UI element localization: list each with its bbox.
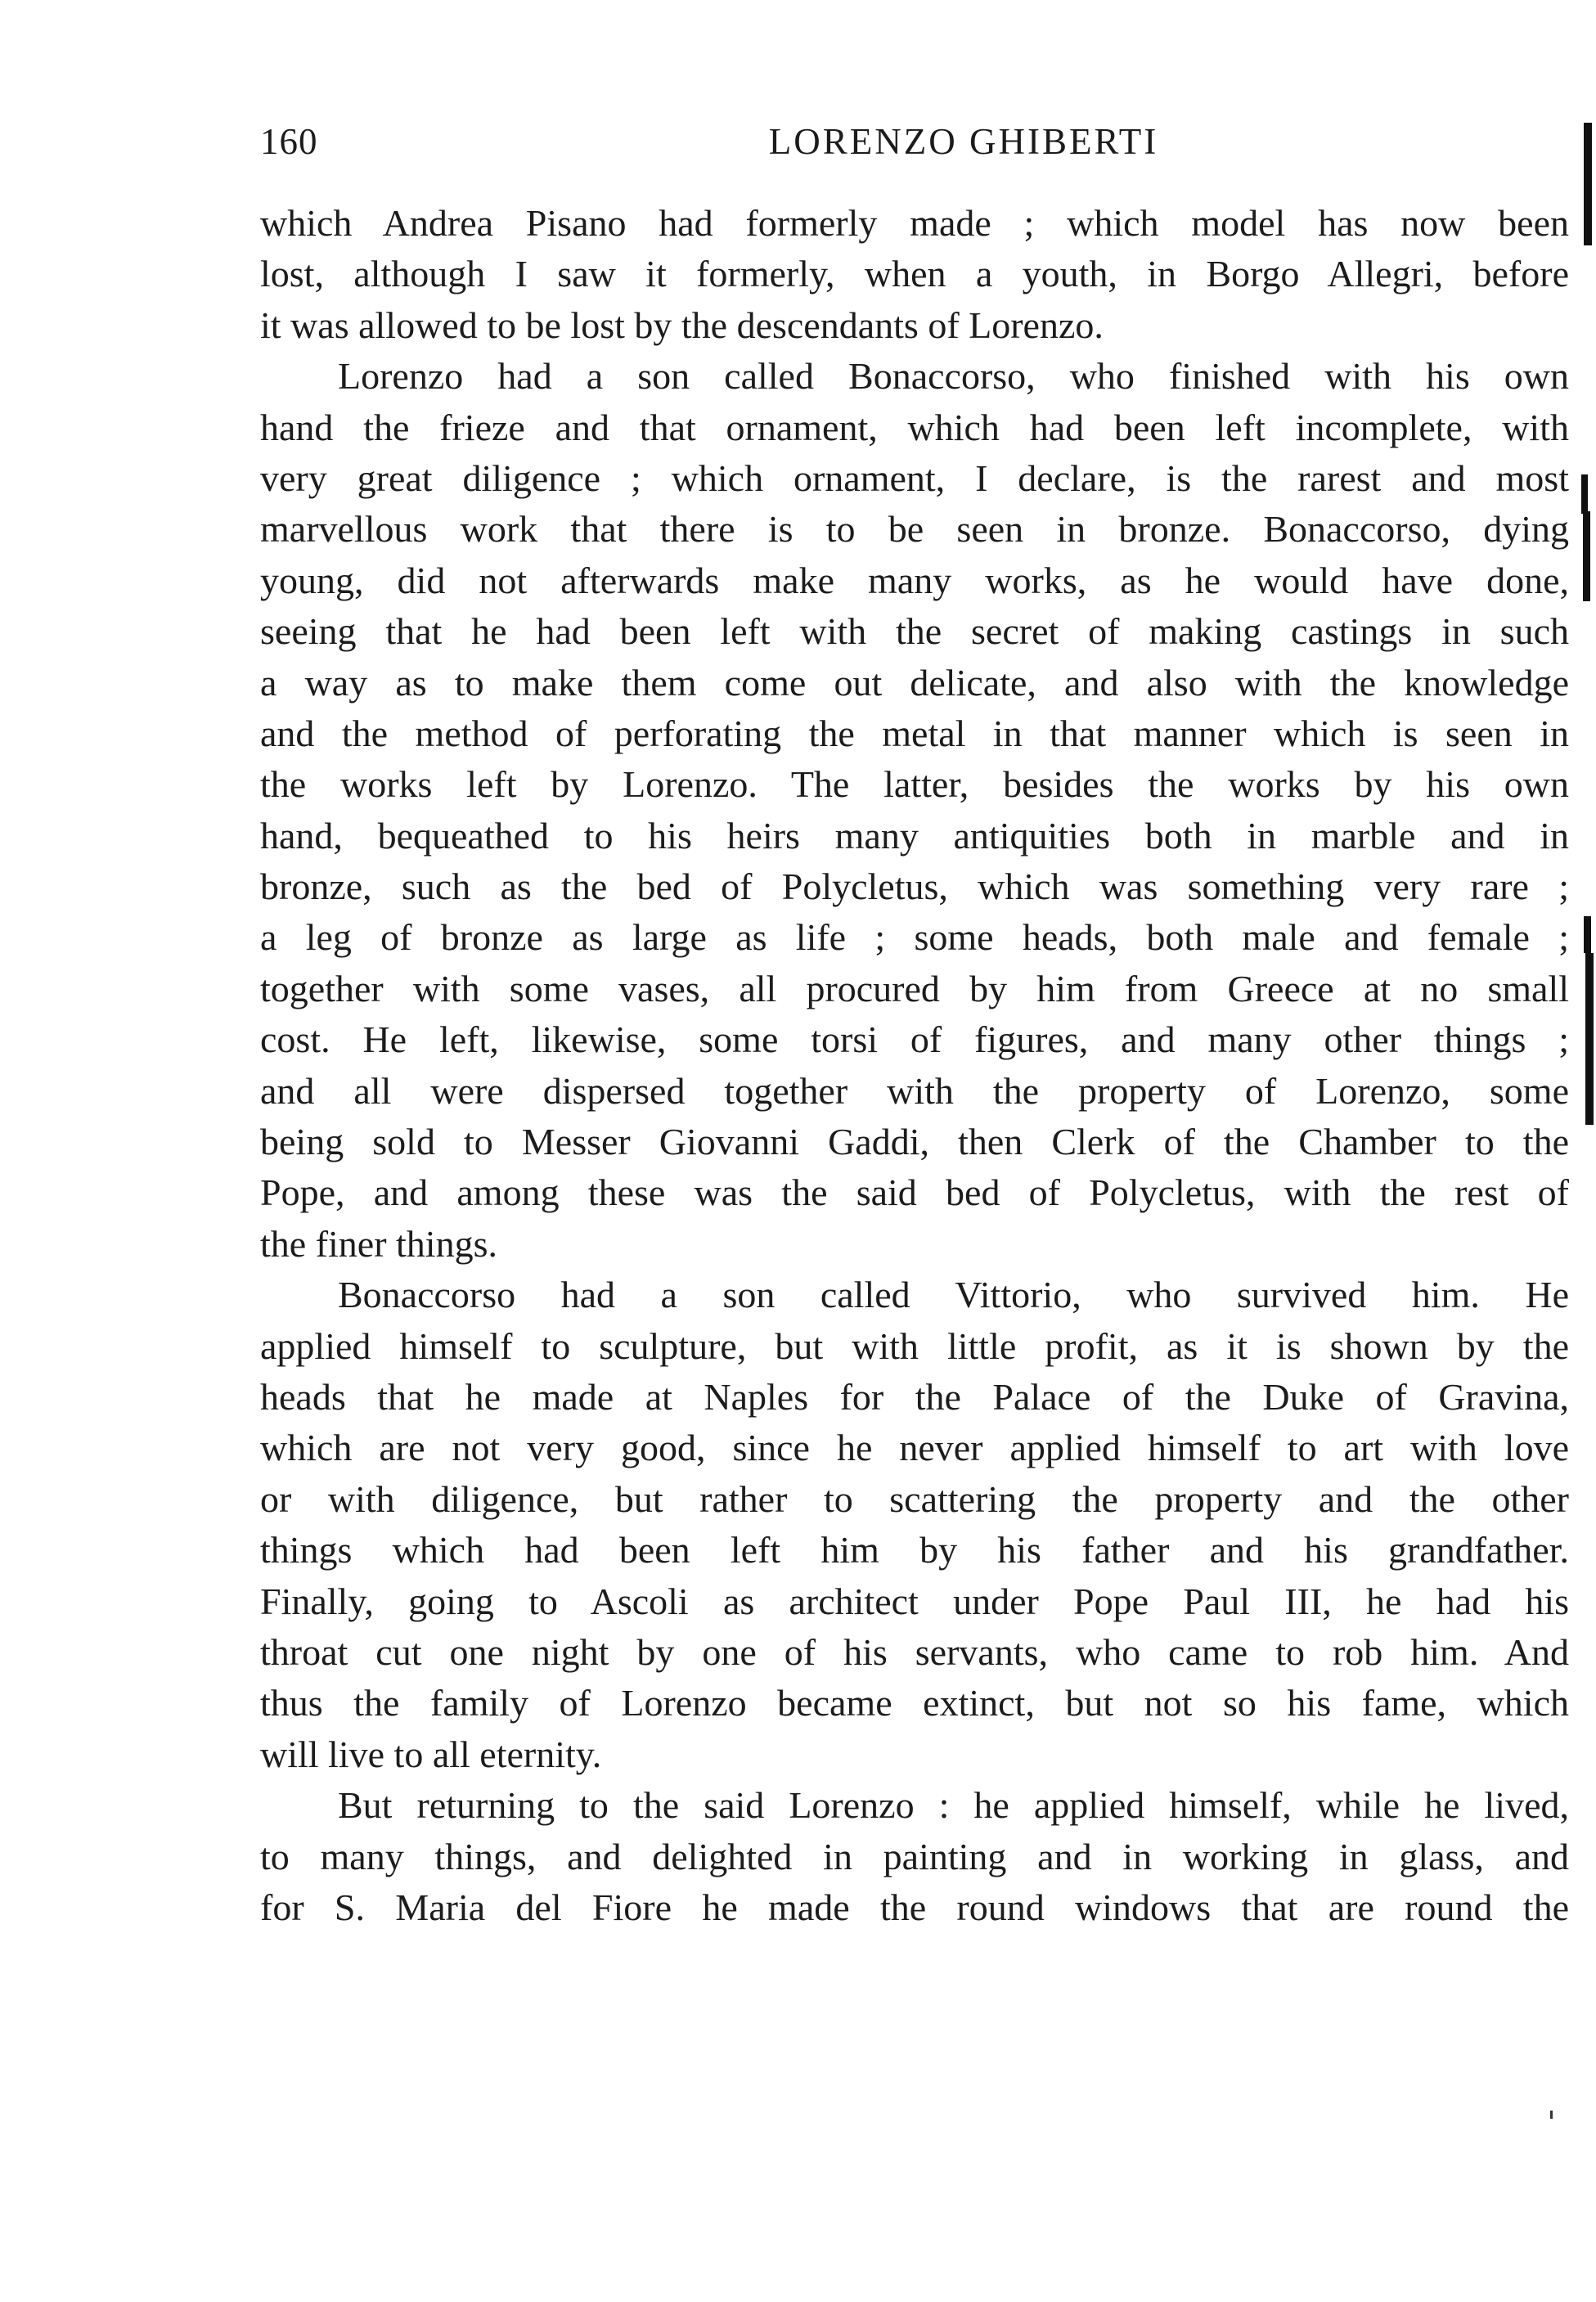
page-number: 160	[260, 121, 318, 162]
text-line: Bonaccorso had a son called Vittorio, who survived him. He	[338, 1274, 1569, 1316]
text-line: and the method of perforating the metal in that manner which is seen in	[260, 712, 1569, 754]
scan-artifact	[1584, 123, 1592, 245]
text-line: throat cut one night by one of his servants, who came to rob him. And	[260, 1630, 1569, 1673]
paragraph	[260, 351, 1569, 1270]
paragraph	[260, 1780, 1569, 1933]
text-line: the works left by Lorenzo. The latter, besides the works by his own	[260, 763, 1569, 806]
text-line: cost. He left, likewise, some torsi of figures, and many other things ;	[260, 1018, 1569, 1061]
text-line: a leg of bronze as large as life ; some heads, both male and female ;	[260, 916, 1569, 959]
text-line: which Andrea Pisano had formerly made ; which model has now been	[260, 202, 1569, 244]
text-line: to many things, and delighted in painting and in working in glass, and	[260, 1835, 1569, 1877]
scan-artifact	[1581, 474, 1588, 514]
text-line: being sold to Messer Giovanni Gaddi, then Clerk of the Chamber to the	[260, 1121, 1569, 1163]
text-line: things which had been left him by his father and his grandfather.	[260, 1529, 1569, 1571]
scan-artifact	[1585, 953, 1594, 1125]
text-line: young, did not afterwards make many works, as he would have done,	[260, 559, 1569, 601]
scan-artifact	[1584, 916, 1591, 953]
running-title: LORENZO GHIBERTI	[768, 121, 1159, 162]
book-page	[260, 0, 1569, 2302]
text-line: a way as to make them come out delicate, and also with the knowledge	[260, 661, 1569, 704]
text-line: hand the frieze and that ornament, which had been left incomplete, with	[260, 406, 1569, 448]
text-line: which are not very good, since he never applied himself to art with love	[260, 1427, 1569, 1469]
paragraph	[260, 198, 1569, 351]
scan-speck	[1550, 2111, 1553, 2119]
text-line: very great diligence ; which ornament, I declare, is the rarest and most	[260, 456, 1569, 499]
text-line: or with diligence, but rather to scattering the property and the other	[260, 1477, 1569, 1520]
text-line: Lorenzo had a son called Bonaccorso, who finished with his own	[338, 355, 1569, 398]
text-line: together with some vases, all procured by him from Greece at no small	[260, 967, 1569, 1009]
body-text	[260, 198, 1569, 1933]
text-line: the finer things.	[260, 1222, 497, 1265]
text-line: marvellous work that there is to be seen in bronze. Bonaccorso, dying	[260, 508, 1569, 551]
text-line: Finally, going to Ascoli as architect under Pope Paul III, he had his	[260, 1580, 1569, 1622]
text-line: it was allowed to be lost by the descendants of Lorenzo.	[260, 303, 1104, 346]
text-line: heads that he made at Naples for the Palace of the Duke of Gravina,	[260, 1375, 1569, 1418]
text-line: lost, although I saw it formerly, when a youth, in Borgo Allegri, before	[260, 253, 1569, 295]
text-line: bronze, such as the bed of Polycletus, which was something very rare ;	[260, 865, 1569, 908]
paragraph	[260, 1270, 1569, 1780]
text-line: and all were dispersed together with the property of Lorenzo, some	[260, 1069, 1569, 1112]
text-line: But returning to the said Lorenzo : he applied himself, while he lived,	[338, 1784, 1569, 1827]
text-line: thus the family of Lorenzo became extinct, but not so his fame, which	[260, 1682, 1569, 1724]
text-line: will live to all eternity.	[260, 1733, 602, 1775]
text-line: applied himself to sculpture, but with little profit, as it is shown by the	[260, 1324, 1569, 1367]
scan-artifact	[1583, 511, 1590, 601]
text-line: seeing that he had been left with the secret of making castings in such	[260, 610, 1569, 653]
page-header	[260, 113, 1569, 170]
text-line: hand, bequeathed to his heirs many antiquities both in marble and in	[260, 814, 1569, 857]
text-line: Pope, and among these was the said bed of Polycletus, with the rest of	[260, 1171, 1569, 1214]
text-line: for S. Maria del Fiore he made the round windows that are round the	[260, 1886, 1569, 1928]
